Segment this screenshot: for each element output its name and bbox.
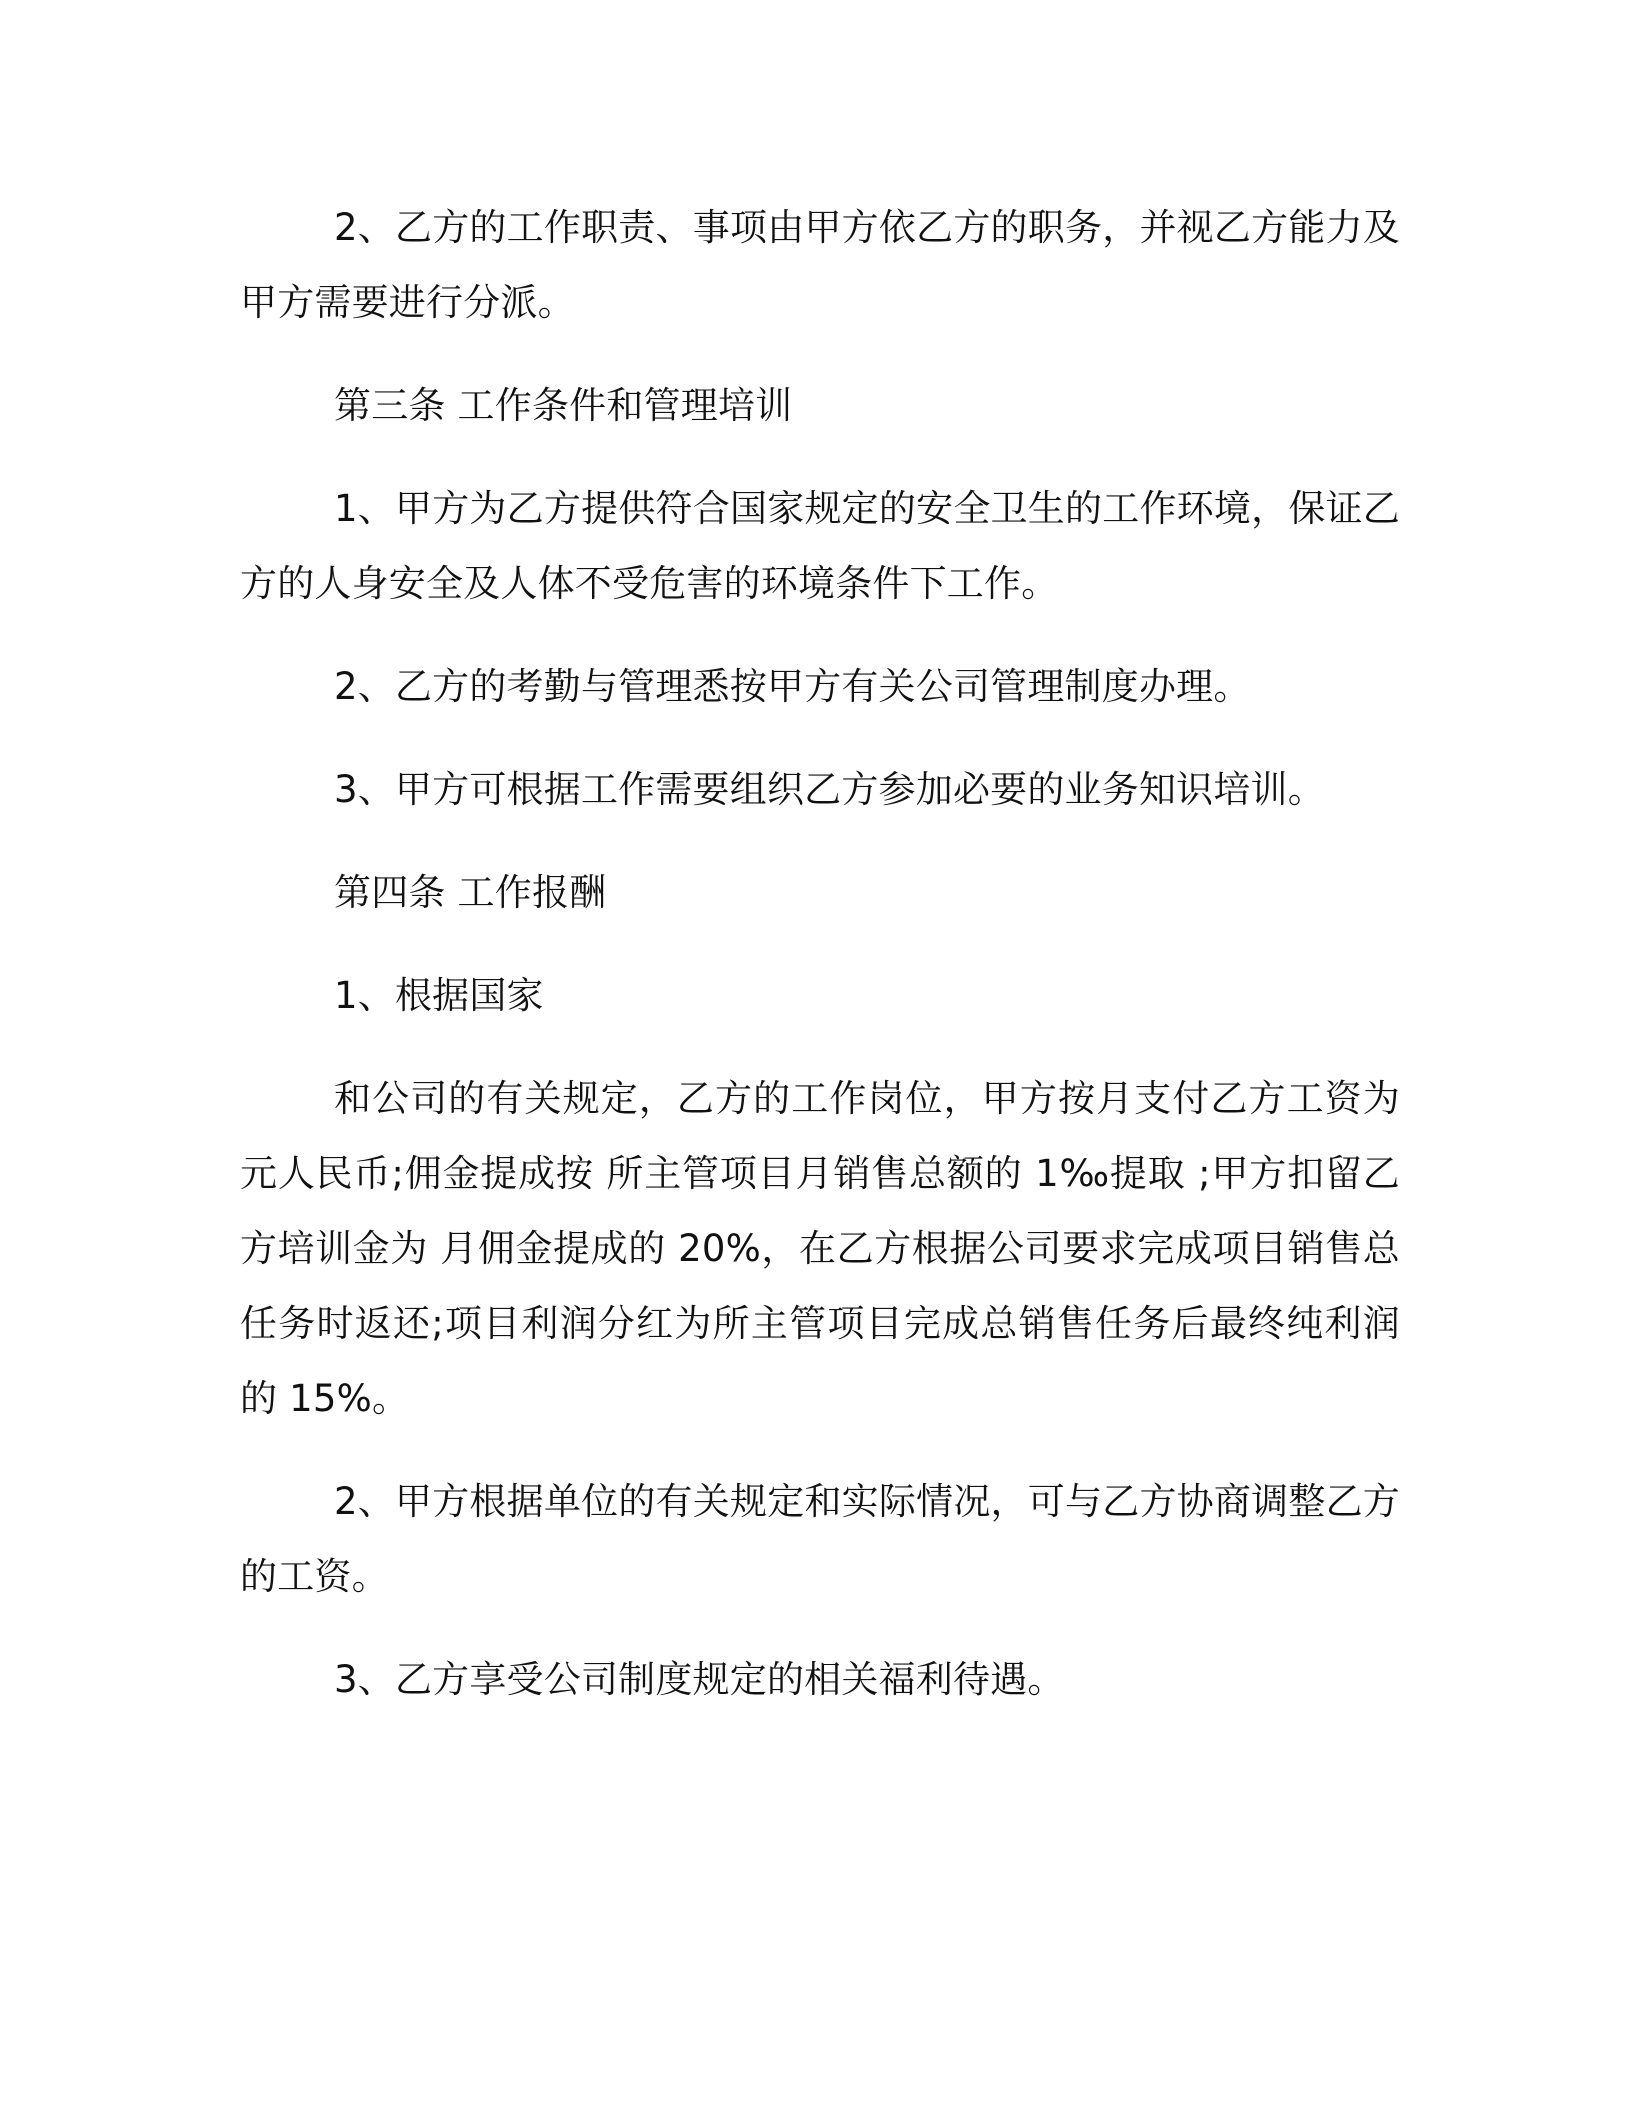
clause-4-2-paragraph: 2、甲方根据单位的有关规定和实际情况，可与乙方协商调整乙方的工资。	[240, 1480, 1400, 1598]
clause-4-3-paragraph: 3、乙方享受公司制度规定的相关福利待遇。	[334, 1658, 1065, 1701]
clause-3-1-paragraph: 1、甲方为乙方提供符合国家规定的安全卫生的工作环境，保证乙方的人身安全及人体不受危害的环境条件下工作。	[240, 487, 1400, 605]
clause-4-1a-paragraph: 1、根据国家	[334, 974, 544, 1017]
clause-2-2-paragraph: 2、乙方的工作职责、事项由甲方依乙方的职务，并视乙方能力及甲方需要进行分派。	[240, 206, 1400, 324]
article-4-heading: 第四条 工作报酬	[334, 871, 607, 914]
document-page	[240, 190, 1400, 1745]
article-3-heading: 第三条 工作条件和管理培训	[334, 384, 793, 427]
clause-3-3-paragraph: 3、甲方可根据工作需要组织乙方参加必要的业务知识培训。	[334, 768, 1325, 811]
clause-4-1b-paragraph: 和公司的有关规定，乙方的工作岗位，甲方按月支付乙方工资为元人民币;佣金提成按 所主管项目月销售总额的 1‰提取 ;甲方扣留乙方培训金为 月佣金提成的 20%，在乙方根据公司要求完成项目销售总任务时返还;项目利润分红为所主管项目完成总销售任务后最终纯利润的 15%。	[240, 1077, 1400, 1420]
clause-3-2-paragraph: 2、乙方的考勤与管理悉按甲方有关公司管理制度办理。	[334, 665, 1251, 708]
